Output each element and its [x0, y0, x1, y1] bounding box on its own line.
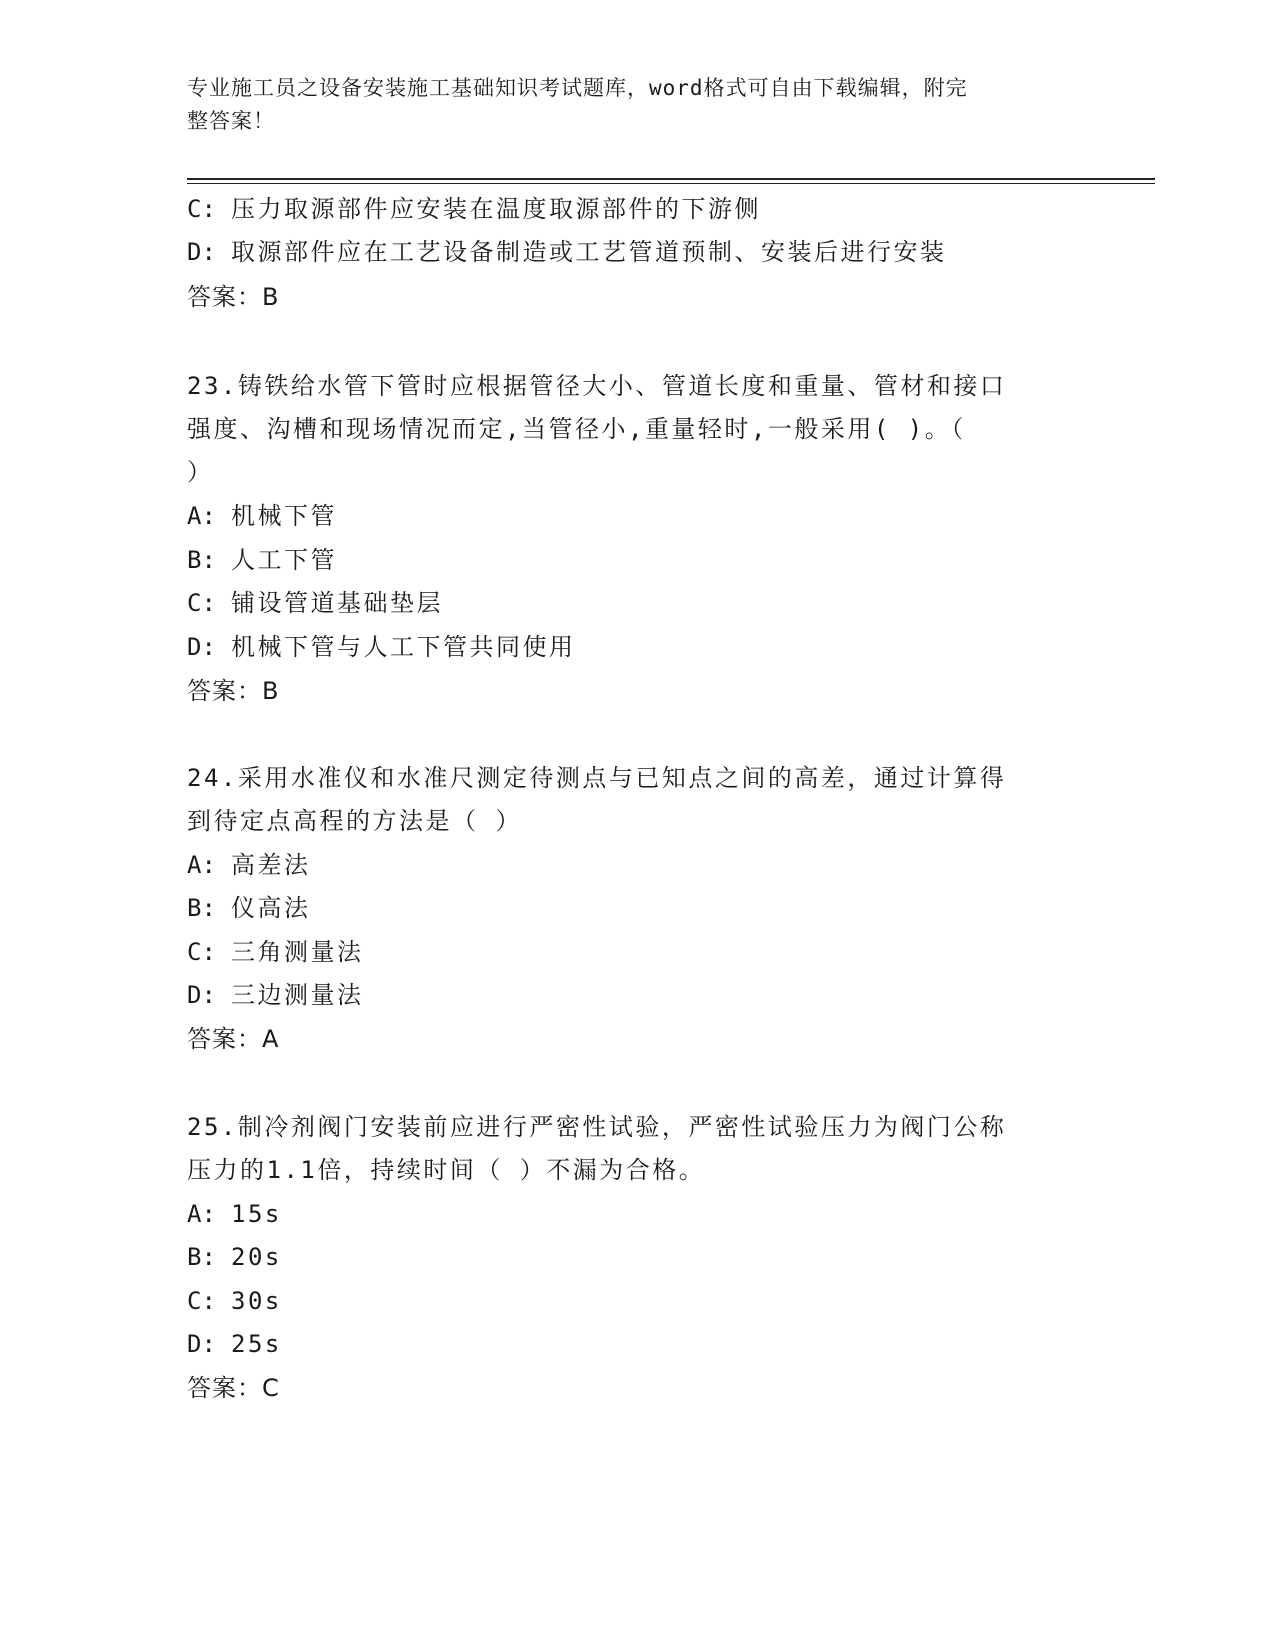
option-text: 仪高法 — [231, 894, 311, 922]
question-25-option-d — [187, 1328, 1087, 1360]
question-24-answer: 答案：A — [187, 1025, 280, 1053]
option-text: 人工下管 — [231, 546, 337, 574]
question-24-option-d — [187, 979, 1087, 1011]
option-text: 15s — [231, 1200, 282, 1228]
prev-answer: 答案：B — [187, 283, 280, 311]
question-25-line-2: 压力的1.1倍，持续时间（ ）不漏为合格。 — [187, 1156, 706, 1184]
question-23-option-a — [187, 500, 1087, 532]
option-key: D: — [187, 1330, 216, 1358]
option-key: A: — [187, 851, 216, 879]
option-text: 三角测量法 — [231, 938, 364, 966]
option-text: 取源部件应在工艺设备制造或工艺管道预制、安装后进行安装 — [231, 238, 947, 266]
question-23-answer: 答案：B — [187, 677, 280, 705]
option-key: D: — [187, 238, 216, 266]
option-key: A: — [187, 1200, 216, 1228]
question-25-option-c — [187, 1285, 1087, 1317]
header-line-2: 整答案！ — [187, 109, 275, 133]
question-23-line-1: 23.铸铁给水管下管时应根据管径大小、管道长度和重量、管材和接口 — [187, 372, 1007, 400]
header-divider-thick — [187, 178, 1155, 180]
option-text: 高差法 — [231, 851, 311, 879]
question-25-answer: 答案：C — [187, 1374, 280, 1402]
option-text: 20s — [231, 1243, 282, 1271]
document-header — [187, 72, 1067, 138]
question-23-option-d — [187, 631, 1087, 663]
option-key: C: — [187, 589, 216, 617]
option-text: 30s — [231, 1287, 282, 1315]
option-key: B: — [187, 894, 216, 922]
option-text: 压力取源部件应安装在温度取源部件的下游侧 — [231, 195, 761, 223]
question-23-line-2: 强度、沟槽和现场情况而定,当管径小,重量轻时,一般采用( )。（ — [187, 415, 966, 443]
question-24-line-1: 24.采用水准仪和水准尺测定待测点与已知点之间的高差，通过计算得 — [187, 764, 1007, 792]
header-divider-thin — [187, 183, 1155, 184]
question-24-line-2: 到待定点高程的方法是（ ） — [187, 807, 522, 835]
question-25-option-b — [187, 1241, 1087, 1273]
option-key: C: — [187, 1287, 216, 1315]
option-text: 铺设管道基础垫层 — [231, 589, 443, 617]
option-text: 机械下管 — [231, 502, 337, 530]
option-key: C: — [187, 195, 216, 223]
option-text: 机械下管与人工下管共同使用 — [231, 633, 576, 661]
question-23-option-c — [187, 587, 1087, 619]
question-24-option-c — [187, 936, 1087, 968]
option-key: C: — [187, 938, 216, 966]
prev-option-c — [187, 193, 1087, 225]
question-23-option-b — [187, 544, 1087, 576]
option-text: 25s — [231, 1330, 282, 1358]
option-text: 三边测量法 — [231, 981, 364, 1009]
option-key: B: — [187, 546, 216, 574]
option-key: B: — [187, 1243, 216, 1271]
question-24-option-a — [187, 849, 1087, 881]
option-key: D: — [187, 633, 216, 661]
prev-option-d — [187, 236, 1087, 268]
question-25-line-1: 25.制冷剂阀门安装前应进行严密性试验，严密性试验压力为阀门公称 — [187, 1113, 1007, 1141]
question-24-option-b — [187, 892, 1087, 924]
header-line-1: 专业施工员之设备安装施工基础知识考试题库，word格式可自由下载编辑，附完 — [187, 76, 968, 100]
option-key: A: — [187, 502, 216, 530]
question-23-line-3: ） — [187, 458, 214, 486]
question-25-option-a — [187, 1198, 1087, 1230]
option-key: D: — [187, 981, 216, 1009]
